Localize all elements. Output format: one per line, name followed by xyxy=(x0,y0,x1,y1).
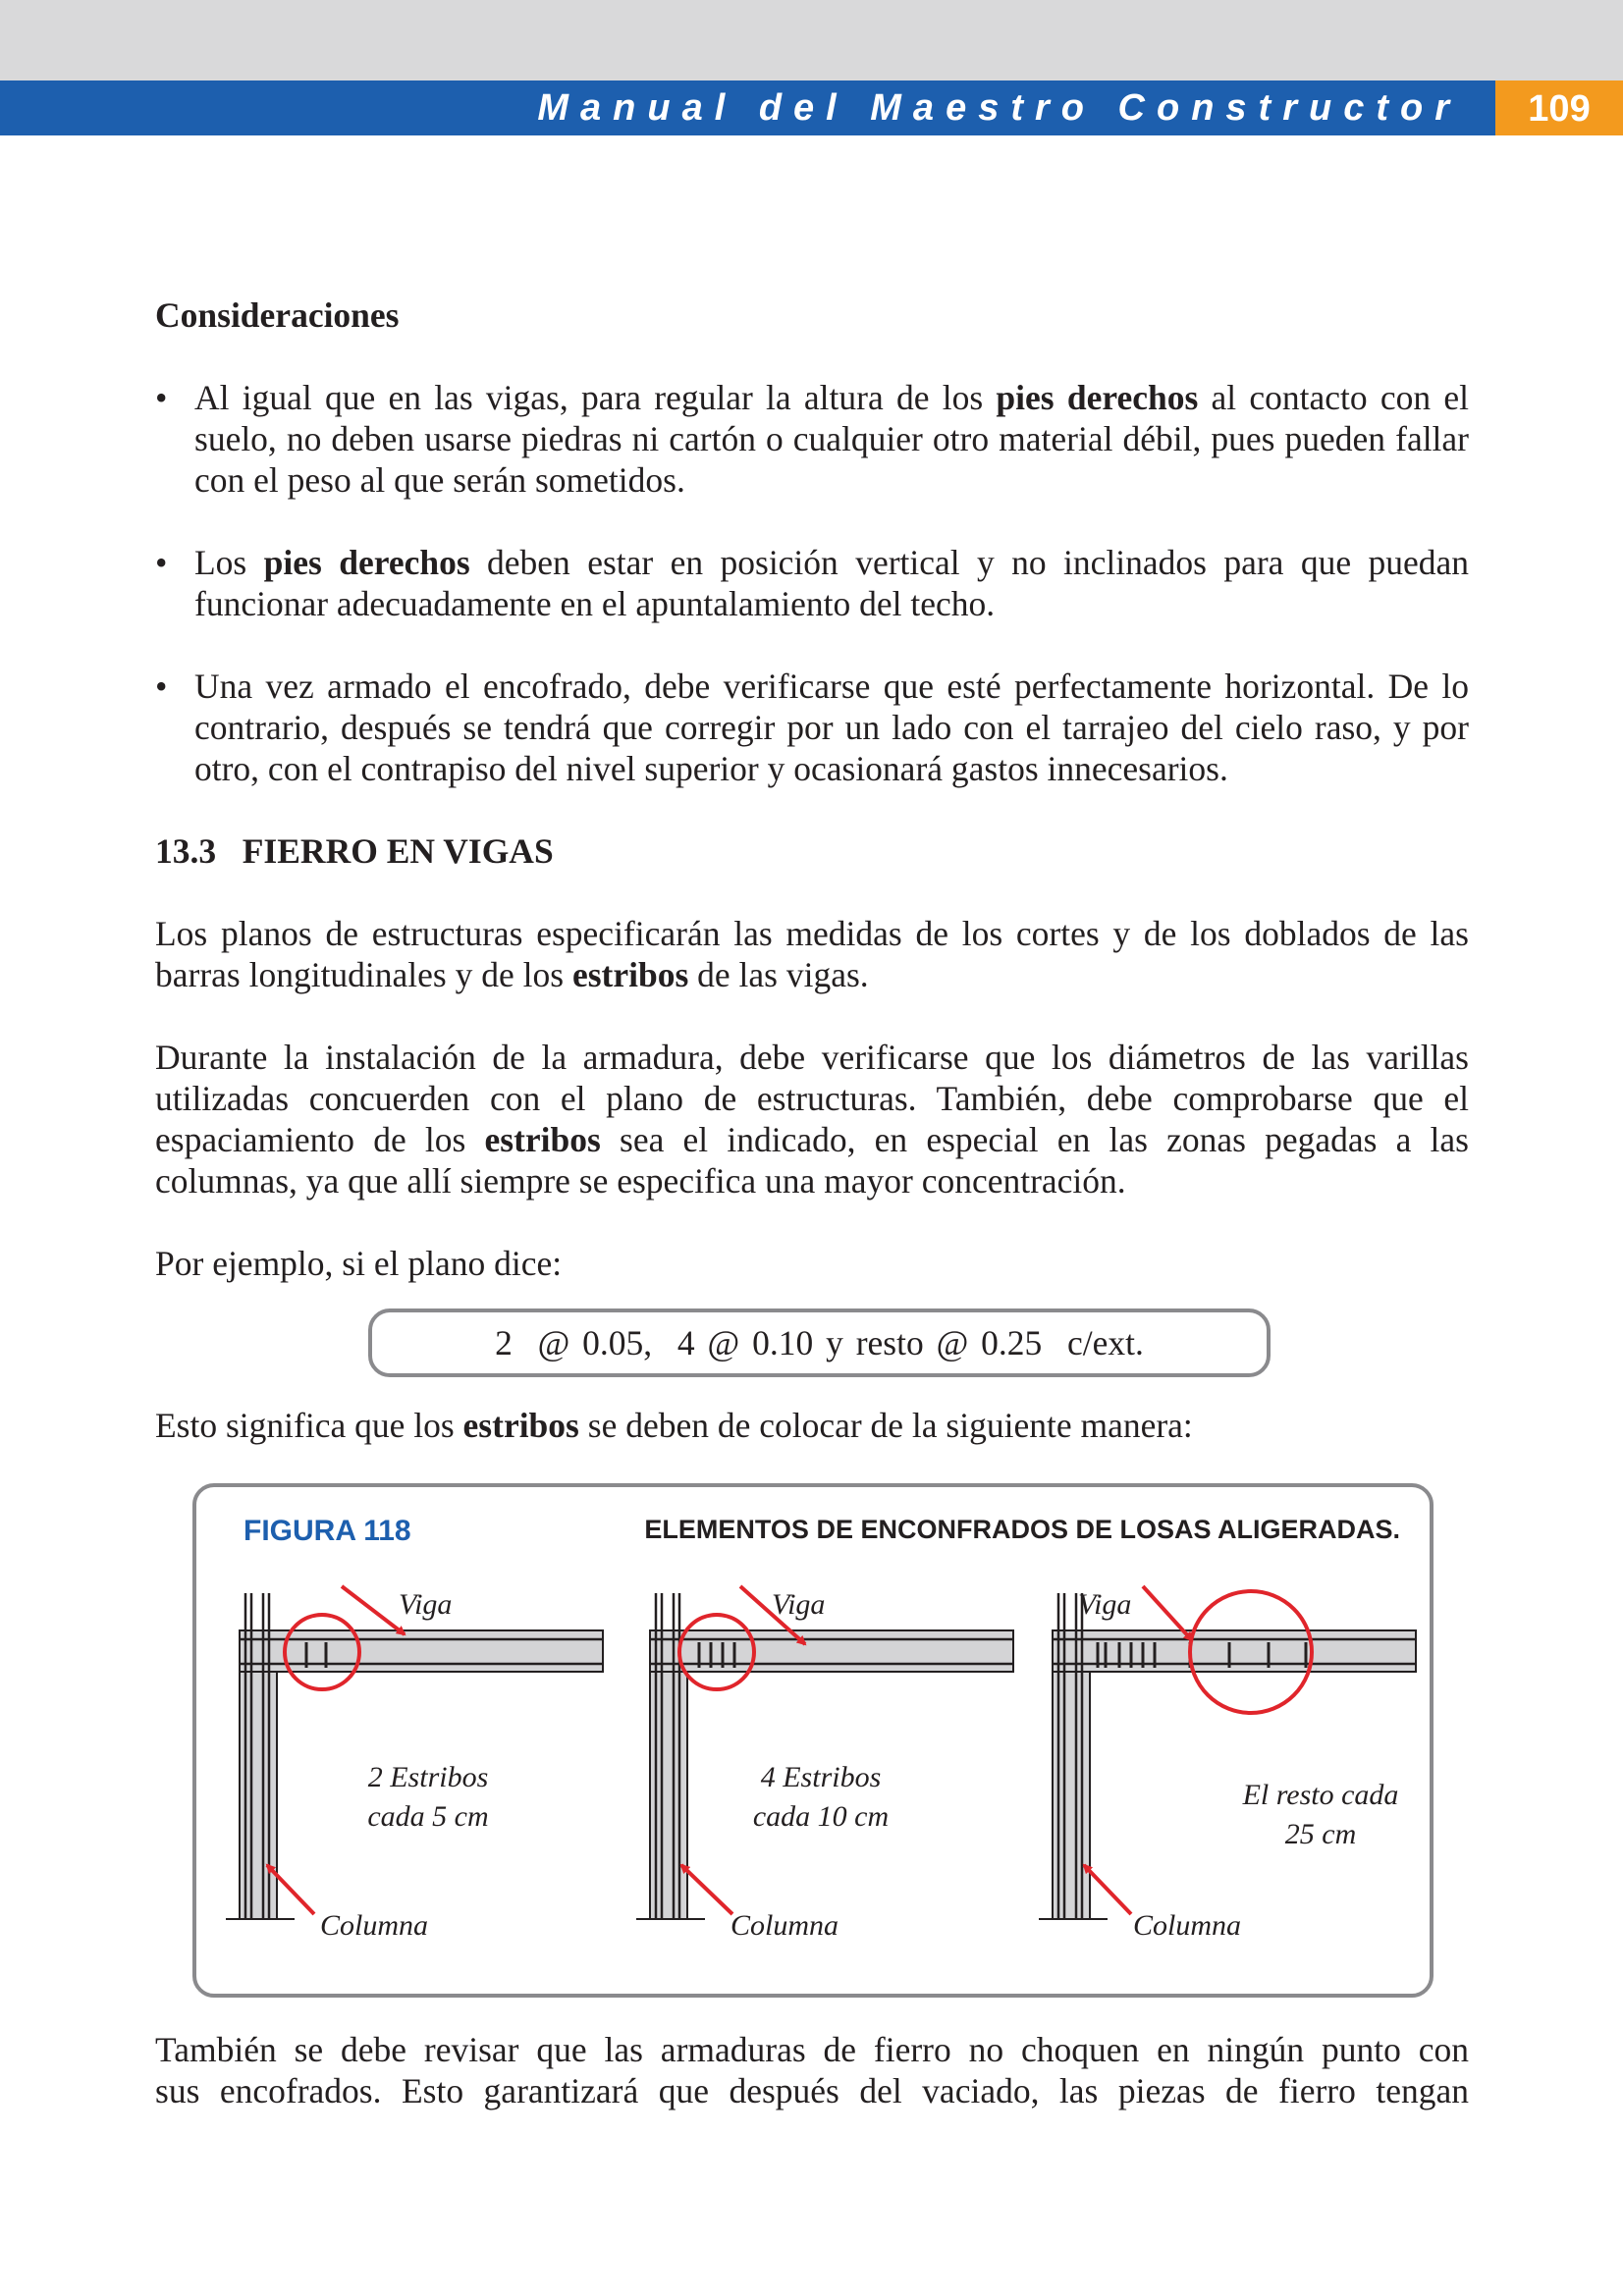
list-item xyxy=(155,377,1469,501)
considerations-list xyxy=(155,377,1469,789)
closing-line-1: También se debe revisar que las armaduras de fierro no choquen en ningún punto con xyxy=(155,2030,1469,2069)
para4-pre: Esto significa que los xyxy=(155,1406,463,1445)
para4-bold: estribos xyxy=(462,1406,579,1445)
para1-post: de las vigas. xyxy=(688,955,869,994)
para1-bold: estribos xyxy=(571,955,689,994)
bullet-1-pre: Al igual que en las vigas, para regular la altura de los xyxy=(194,378,997,417)
stirrup-note-2 xyxy=(734,1758,907,1837)
para2-pre: Durante la instalación de la armadura, debe verificarse que los diámetros de las varillas utilizadas concuerden con el plano de estructuras. También, debe comprobarse que el espaciamiento de los xyxy=(155,1038,1469,1159)
column-label-2: Columna xyxy=(730,1909,839,1942)
panel-2-drawing xyxy=(636,1586,1013,1919)
stirrup-note-1-line2: cada 5 cm xyxy=(367,1800,489,1833)
panel-3-drawing xyxy=(1039,1586,1416,1919)
stirrup-note-1-line1: 2 Estribos xyxy=(367,1761,489,1793)
paragraph-3: Por ejemplo, si el plano dice: xyxy=(155,1244,563,1283)
beam-1 xyxy=(240,1630,603,1672)
stirrup-note-2-line1: 4 Estribos xyxy=(760,1761,882,1793)
stirrup-note-2-line2: cada 10 cm xyxy=(752,1800,890,1833)
beam-label-3: Viga xyxy=(1078,1588,1132,1621)
paragraph-2 xyxy=(155,1037,1469,1201)
bullet-1-post: al contacto con el suelo, no deben usarse piedras ni cartón o cualquier otro material débil, pues pueden fallar con el peso al que serán sometidos. xyxy=(194,378,1470,500)
closing-paragraph xyxy=(155,2029,1469,2111)
formula-text: 2 @ 0.05, 4 @ 0.10 y resto @ 0.25 c/ext. xyxy=(495,1323,1144,1362)
beam-label-2: Viga xyxy=(772,1588,826,1621)
figure-title: ELEMENTOS DE ENCONFRADOS DE LOSAS ALIGERADAS. xyxy=(644,1515,1400,1544)
arrow-to-column-2 xyxy=(681,1865,732,1914)
stirrup-note-3 xyxy=(1217,1776,1424,1854)
panel-1-drawing xyxy=(226,1586,603,1919)
closing-line-2: sus encofrados. Esto garantizará que después del vaciado, las piezas de fierro tengan xyxy=(155,2071,1469,2110)
bullet-1-bold: pies derechos xyxy=(996,378,1199,417)
page-number: 109 xyxy=(1495,80,1623,135)
bullet-2-pre: Los xyxy=(194,543,264,582)
list-item xyxy=(155,666,1469,789)
paragraph-1 xyxy=(155,913,1469,995)
column-label-1: Columna xyxy=(320,1909,429,1942)
bullet-2-post: deben estar en posición vertical y no inclinados para que puedan funcionar adecuadamente en el apuntalamiento del techo. xyxy=(194,543,1469,623)
list-item xyxy=(155,542,1469,624)
beam-label-1: Viga xyxy=(399,1588,453,1621)
para4-post: se deben de colocar de la siguiente manera: xyxy=(578,1406,1193,1445)
bullet-2-bold: pies derechos xyxy=(263,543,470,582)
bullet-3-text: Una vez armado el encofrado, debe verificarse que esté perfectamente horizontal. De lo contrario, después se tendrá que corregir por un lado con el tarrajeo del cielo raso, y por otro, con el contrapiso del nivel superior y ocasionará gastos innecesarios. xyxy=(194,667,1469,788)
considerations-heading: Consideraciones xyxy=(155,295,400,335)
beam-2 xyxy=(650,1630,1013,1672)
running-header-title: Manual del Maestro Constructor xyxy=(537,87,1461,129)
stirrup-note-1 xyxy=(342,1758,514,1837)
para1-pre: Los planos de estructuras especificarán las medidas de los cortes y de los doblados de las barras longitudinales y de los xyxy=(155,914,1469,994)
paragraph-4 xyxy=(155,1405,1469,1446)
column-label-3: Columna xyxy=(1133,1909,1242,1942)
stirrup-note-3-line1: El resto cada xyxy=(1242,1779,1399,1811)
arrow-to-column-3 xyxy=(1084,1865,1131,1914)
figure-label: FIGURA 118 xyxy=(243,1515,411,1547)
para2-bold: estribos xyxy=(484,1120,601,1159)
formula-box xyxy=(368,1308,1271,1377)
figure-118 xyxy=(192,1483,1434,1998)
main-content xyxy=(155,294,1469,1325)
para2-post: sea el indicado, en especial en las zonas pegadas a las columnas, ya que allí siempre se especifica una mayor concentración. xyxy=(155,1120,1469,1201)
top-band xyxy=(0,0,1623,80)
section-heading: 13.3 FIERRO EN VIGAS xyxy=(155,831,554,871)
stirrup-note-3-line2: 25 cm xyxy=(1284,1818,1357,1850)
